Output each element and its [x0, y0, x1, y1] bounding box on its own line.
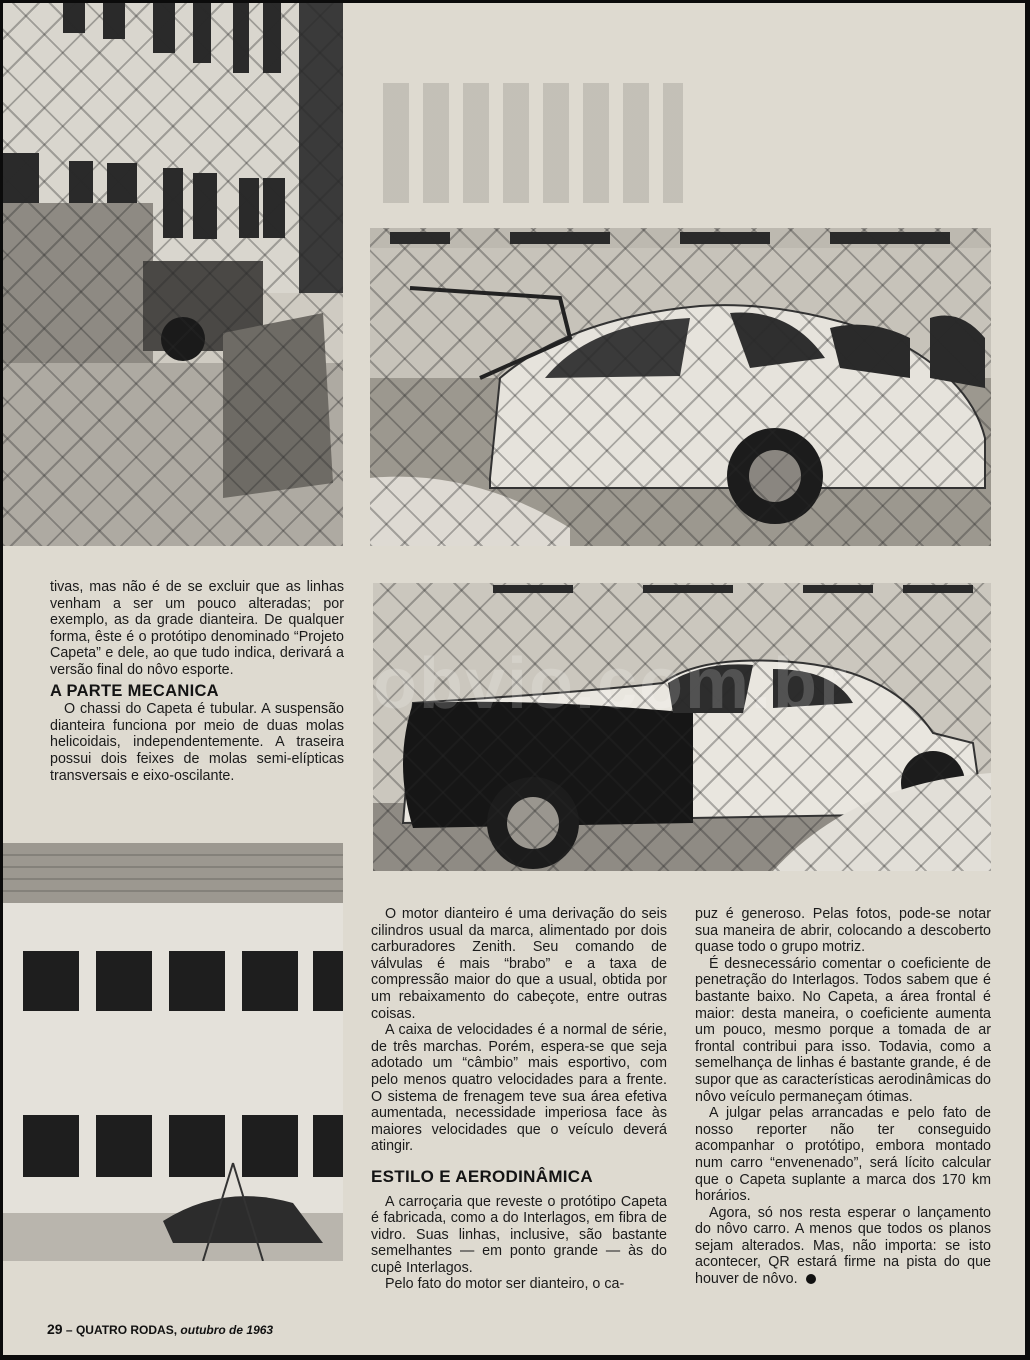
capeta-coupe-hood-open-photo	[370, 228, 991, 546]
building-illustration	[3, 843, 343, 1261]
middle-column-text	[371, 906, 667, 1293]
paragraph: Pelo fato do motor ser dianteiro, o ca-	[385, 1276, 625, 1293]
factory-building-fence-photo	[3, 3, 343, 546]
page-footer	[47, 1321, 273, 1337]
issue-date: outubro de 1963	[180, 1323, 274, 1337]
magazine-name: QUATRO RODAS,	[75, 1323, 178, 1337]
car-illustration	[373, 583, 991, 871]
paragraph: tivas, mas não é de se excluir que as linhas venham a ser um pouco alteradas; por exemplo, as da grade dianteira. De qualquer forma, êste é o protótipo denominado “Projeto Capeta” e dele, ao que tudo indica, derivará a versão final do nôvo esporte.	[50, 579, 344, 678]
paragraph: O motor dianteiro é uma derivação do seis cilindros usual da marca, alimentado por dois carburadores Zenith. Seu comando de válvulas é mais “brabo” e a taxa de compressão maior do que a usual, obtida por um rebaixamento do cabeçote, entre outras coisas.	[371, 906, 667, 1022]
paragraph-final	[695, 1205, 991, 1288]
factory-facade-photo	[3, 843, 343, 1261]
car-illustration	[370, 228, 991, 546]
page-number: 29	[47, 1321, 63, 1337]
section-heading-estilo: ESTILO E AERODINÂMICA	[371, 1166, 593, 1186]
end-mark-icon	[806, 1274, 816, 1284]
paragraph: O chassi do Capeta é tubular. A suspensão dianteira funciona por meio de duas molas helicoidais, independentemente. A traseira possui dois feixes de molas semi-elípticas transversais e eixo-oscilante.	[50, 701, 344, 784]
footer-separator: –	[65, 1323, 73, 1337]
magazine-page	[3, 3, 1025, 1355]
paragraph: É desnecessário comentar o coeficiente de penetração do Interlagos. Todos sabem que é bastante baixo. No Capeta, a área frontal é maior: desta maneira, o coeficiente aumenta um pouco, mesmo porque a tomada de ar frontal contribui para isso. Todavia, como a semelhança de linhas é bastante grande, é de supor que as características aerodinâmicas do nôvo veículo permaneçam ótimas.	[695, 955, 991, 1105]
paragraph: A caixa de velocidades é a normal de série, de três marchas. Porém, espera-se que seja adotado um “câmbio” mais esportivo, com pelo menos quatro velocidades para a frente. O sistema de frenagem teve sua área efetiva aumentada, necessidade imperiosa face às maiores velocidades que o veículo deverá atingir.	[371, 1022, 667, 1155]
show-through-headline	[383, 83, 683, 203]
paragraph-text: Agora, só nos resta esperar o lançamento do nôvo carro. A menos que todos os planos sejam alterados. Mas, não importa: se isto acontecer, QR estará firme na pista do que houver de nôvo.	[695, 1204, 991, 1288]
section-heading-mecanica: A PARTE MECANICA	[50, 681, 219, 700]
building-illustration	[3, 3, 343, 546]
paragraph: A carroçaria que reveste o protótipo Capeta é fabricada, como a do Interlagos, em fibra de vidro. Suas linhas, inclusive, são bastante semelhantes — em ponto grande — às do cupê Interlagos.	[371, 1193, 667, 1276]
right-column-text	[695, 906, 991, 1288]
left-column-text	[50, 579, 344, 784]
paragraph: puz é generoso. Pelas fotos, pode-se notar sua maneira de abrir, colocando a descoberto quase todo o grupo motriz.	[695, 906, 991, 956]
capeta-coupe-front-photo	[373, 583, 991, 871]
paragraph: A julgar pelas arrancadas e pelo fato de nosso reporter não ter conseguido acompanhar o protótipo, embora montado num carro “envenenado”, será lícito calcular que o Capeta suplante a marca dos 170 km horários.	[695, 1105, 991, 1205]
